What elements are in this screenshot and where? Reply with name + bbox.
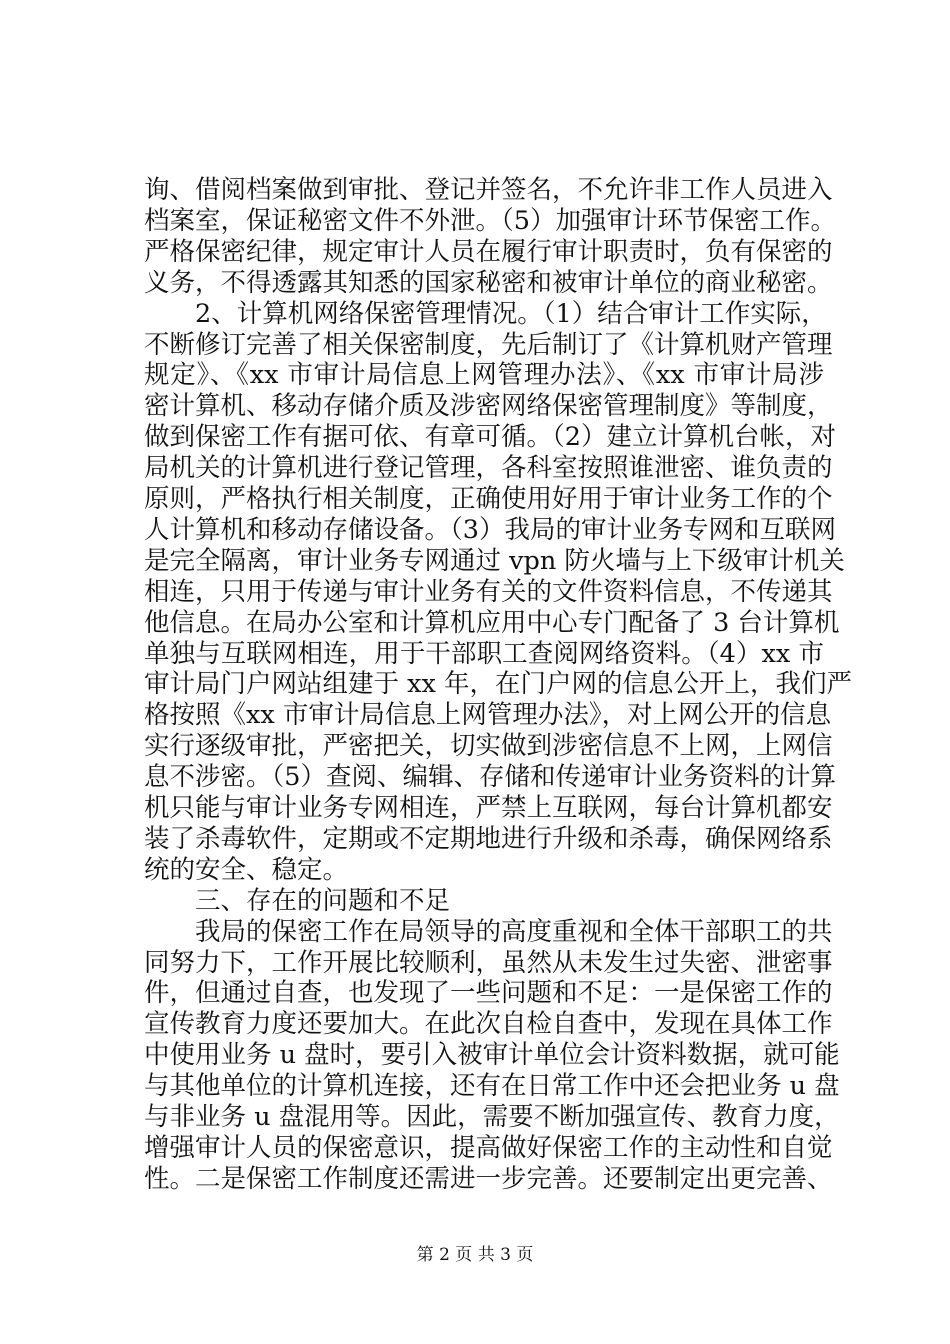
- text-line: 档案室，保证秘密文件不外泄。（5）加强审计环节保密工作。: [144, 205, 836, 236]
- text-line: 2、计算机网络保密管理情况。（1）结合审计工作实际，: [195, 298, 827, 329]
- text-line: 相连，只用于传递与审计业务有关的文件资料信息，不传递其: [144, 576, 833, 607]
- text-line: 询、借阅档案做到审批、登记并签名，不允许非工作人员进入: [144, 175, 833, 205]
- text-line: 装了杀毒软件，定期或不定期地进行升级和杀毒，确保网络系: [144, 823, 833, 854]
- text-line: 原则，严格执行相关制度，正确使用好用于审计业务工作的个: [144, 484, 833, 514]
- text-line: 规定》、《xx 市审计局信息上网管理办法》、《xx 市审计局涉: [144, 360, 824, 391]
- text-line: 同努力下，工作开展比较顺利，虽然从未发生过失密、泄密事: [144, 947, 833, 978]
- text-line: 他信息。在局办公室和计算机应用中心专门配备了 3 台计算机: [144, 607, 840, 638]
- text-line: 件，但通过自查，也发现了一些问题和不足：一是保密工作的: [144, 978, 833, 1009]
- text-line: 机只能与审计业务专网相连，严禁上互联网，每台计算机都安: [144, 793, 833, 823]
- section-heading: 三、存在的问题和不足: [195, 885, 451, 916]
- text-line: 严格保密纪律，规定审计人员在履行审计职责时，负有保密的: [144, 236, 833, 267]
- text-line: 格按照《xx 市审计局信息上网管理办法》，对上网公开的信息: [144, 700, 832, 731]
- text-line: 局机关的计算机进行登记管理，各科室按照谁泄密、谁负责的: [144, 453, 833, 484]
- page-number-footer: 第 2 页 共 3 页: [416, 1245, 534, 1265]
- text-line: 实行逐级审批，严密把关，切实做到涉密信息不上网，上网信: [144, 731, 833, 762]
- text-line: 单独与互联网相连，用于干部职工查阅网络资料。（4）xx 市: [144, 638, 824, 669]
- text-line: 息不涉密。（5）查阅、编辑、存储和传递审计业务资料的计算: [144, 762, 836, 793]
- text-line: 统的安全、稳定。: [144, 854, 349, 885]
- text-line: 中使用业务 u 盘时，要引入被审计单位会计资料数据，就可能: [144, 1040, 840, 1071]
- text-line: 不断修订完善了相关保密制度，先后制订了《计算机财产管理: [144, 329, 833, 360]
- text-line: 做到保密工作有据可依、有章可循。（2）建立计算机台帐，对: [144, 422, 836, 453]
- text-line: 与其他单位的计算机连接，还有在日常工作中还会把业务 u 盘: [144, 1071, 840, 1102]
- text-line: 义务，不得透露其知悉的国家秘密和被审计单位的商业秘密。: [144, 267, 833, 298]
- text-line: 宣传教育力度还要加大。在此次自检自查中，发现在具体工作: [144, 1009, 833, 1040]
- text-line: 与非业务 u 盘混用等。因此，需要不断加强宣传、教育力度，: [144, 1102, 840, 1132]
- text-line: 增强审计人员的保密意识，提高做好保密工作的主动性和自觉: [144, 1132, 833, 1163]
- text-line: 审计局门户网站组建于 xx 年，在门户网的信息公开上，我们严: [144, 669, 852, 700]
- text-line: 人计算机和移动存储设备。（3）我局的审计业务专网和互联网: [144, 514, 836, 545]
- text-line: 是完全隔离，审计业务专网通过 vpn 防火墙与上下级审计机关: [144, 545, 845, 576]
- text-line: 性。二是保密工作制度还需进一步完善。还要制定出更完善、: [144, 1163, 833, 1194]
- text-line: 密计算机、移动存储介质及涉密网络保密管理制度》等制度，: [144, 391, 833, 422]
- text-line: 我局的保密工作在局领导的高度重视和全体干部职工的共: [195, 916, 833, 947]
